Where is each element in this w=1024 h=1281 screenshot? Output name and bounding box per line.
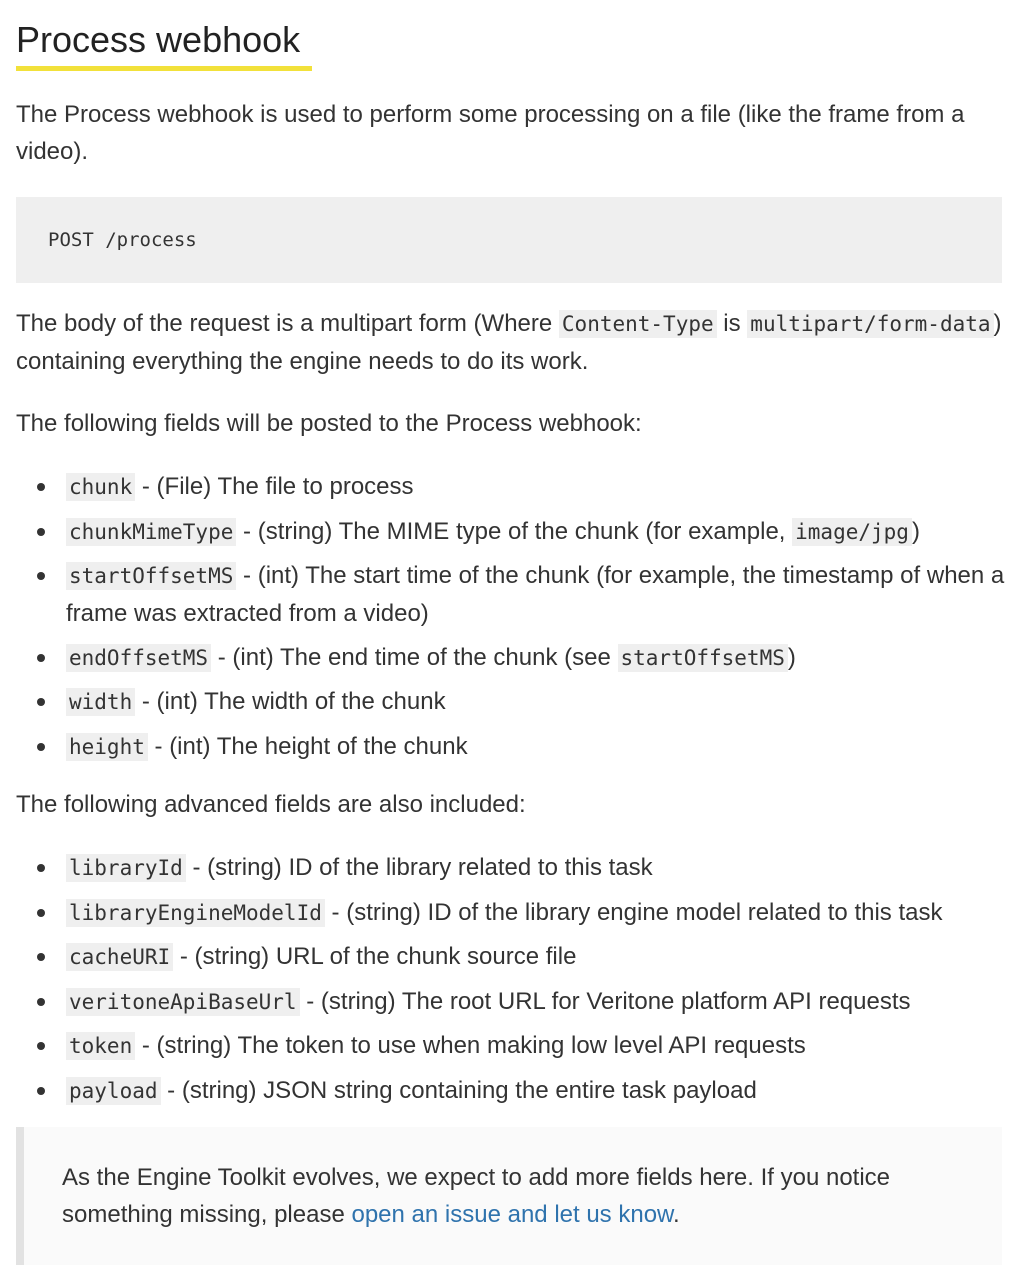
field-name: startOffsetMS bbox=[66, 562, 236, 590]
field-desc: - (File) The file to process bbox=[135, 473, 414, 500]
field-example-code: image/jpg bbox=[792, 518, 912, 546]
note-body: As the Engine Toolkit evolves, we expect to add more fields here. If you notice something missing, please bbox=[62, 1164, 891, 1228]
note-text bbox=[62, 1159, 962, 1233]
list-item bbox=[16, 1072, 1006, 1110]
field-desc: - (int) The height of the chunk bbox=[147, 732, 468, 760]
bullet-icon bbox=[37, 654, 45, 662]
list-item bbox=[16, 728, 1006, 766]
bullet-icon bbox=[37, 864, 45, 872]
intro-text: The Process webhook is used to perform some processing on a file (like the frame from a video). bbox=[16, 101, 965, 165]
field-desc-end: ) bbox=[787, 643, 796, 671]
field-desc: - (string) ID of the library related to this task bbox=[185, 854, 653, 881]
intro-paragraph bbox=[16, 96, 1006, 170]
open-issue-link[interactable]: open an issue and let us know bbox=[351, 1201, 674, 1228]
field-name: height bbox=[66, 733, 148, 761]
list-item bbox=[16, 513, 1006, 551]
field-name: veritoneApiBaseUrl bbox=[66, 988, 300, 1016]
field-desc: - (string) The root URL for Veritone platform API requests bbox=[299, 987, 911, 1015]
field-desc: - (int) The start time of the chunk (for example, the timestamp of when a frame was extracted from a video) bbox=[66, 562, 1005, 627]
list-item bbox=[16, 468, 1006, 506]
list-item bbox=[16, 557, 1006, 632]
fields-intro: The following fields will be posted to the Process webhook: bbox=[16, 410, 642, 437]
list-item bbox=[16, 894, 1006, 932]
body-text-2: is bbox=[716, 310, 748, 337]
field-desc: - (string) URL of the chunk source file bbox=[173, 943, 577, 970]
field-name: payload bbox=[66, 1077, 161, 1105]
body-text-1: The body of the request is a multipart form (Where bbox=[16, 310, 559, 337]
bullet-icon bbox=[37, 572, 45, 580]
bullet-icon bbox=[37, 953, 45, 961]
bullet-icon bbox=[37, 1042, 45, 1050]
bullet-icon bbox=[37, 1087, 45, 1095]
field-name: chunk bbox=[66, 473, 135, 501]
fields-list bbox=[16, 468, 1006, 772]
field-name: width bbox=[66, 688, 135, 716]
note-end: . bbox=[673, 1201, 680, 1228]
body-text-3: ) containing everything the engine needs to do its work. bbox=[16, 310, 1002, 375]
code-block-text: POST /process bbox=[48, 229, 197, 251]
list-item bbox=[16, 1027, 1006, 1065]
field-name: token bbox=[66, 1032, 135, 1060]
bullet-icon bbox=[37, 528, 45, 536]
field-desc: - (int) The width of the chunk bbox=[135, 688, 446, 715]
body-paragraph bbox=[16, 305, 1006, 380]
advanced-intro: The following advanced fields are also included: bbox=[16, 791, 526, 818]
field-name: endOffsetMS bbox=[66, 644, 211, 672]
list-item bbox=[16, 849, 1006, 887]
advanced-fields-list bbox=[16, 849, 1006, 1116]
field-desc: - (string) The MIME type of the chunk (for example, bbox=[236, 517, 793, 545]
field-desc: - (string) ID of the library engine model related to this task bbox=[324, 898, 943, 926]
field-desc: - (int) The end time of the chunk (see bbox=[211, 643, 618, 671]
field-name: libraryId bbox=[66, 854, 186, 882]
list-item bbox=[16, 639, 1006, 677]
code-block bbox=[16, 197, 1002, 283]
title-underline bbox=[16, 66, 312, 71]
field-desc: - (string) JSON string containing the entire task payload bbox=[160, 1076, 757, 1104]
field-desc-end: ) bbox=[911, 517, 920, 545]
field-desc: - (string) The token to use when making low level API requests bbox=[135, 1032, 806, 1059]
bullet-icon bbox=[37, 909, 45, 917]
list-item bbox=[16, 983, 1006, 1021]
bullet-icon bbox=[37, 698, 45, 706]
bullet-icon bbox=[37, 483, 45, 491]
field-name: cacheURI bbox=[66, 943, 173, 971]
field-name: chunkMimeType bbox=[66, 518, 236, 546]
field-name: libraryEngineModelId bbox=[66, 899, 325, 927]
inline-code-multipart: multipart/form-data bbox=[747, 310, 993, 338]
list-item bbox=[16, 938, 1006, 976]
note-blockquote bbox=[16, 1127, 1002, 1265]
bullet-icon bbox=[37, 743, 45, 751]
bullet-icon bbox=[37, 998, 45, 1006]
list-item bbox=[16, 683, 1006, 721]
page-title: Process webhook bbox=[16, 19, 301, 60]
inline-code-content-type: Content-Type bbox=[559, 310, 717, 338]
field-ref-code: startOffsetMS bbox=[618, 644, 788, 672]
